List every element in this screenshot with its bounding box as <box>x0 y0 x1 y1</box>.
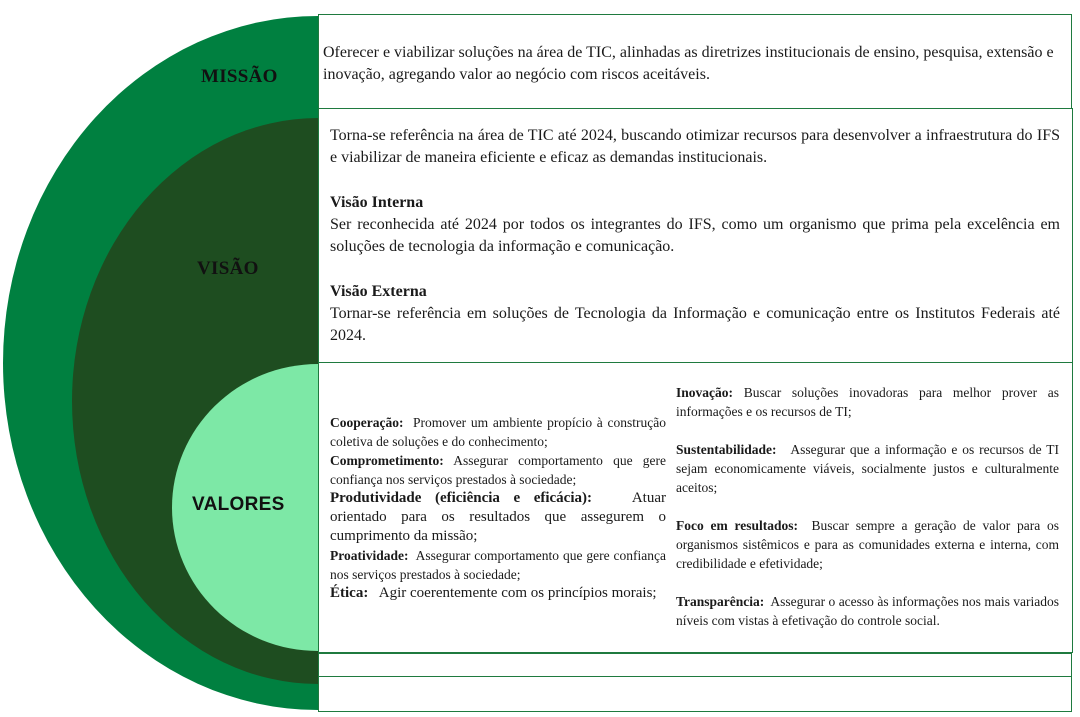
valor-text: Promover um ambiente propício à construção coletiva de soluções e do conhecimento; <box>330 415 666 449</box>
valor-name: Comprometimento: <box>330 453 444 468</box>
valor-name: Produtividade (eficiência e eficácia): <box>330 490 592 506</box>
missao-text: Oferecer e viabilizar soluções na área de TIC, alinhadas as diretrizes institucionais de ensino, pesquisa, extensão e inovação, agregando valor ao negócio com riscos aceitáveis. <box>323 44 1054 83</box>
valor-text: Assegurar que a informação e os recursos de TI sejam economicamente viáveis, socialmente justos e culturalmente aceitos; <box>676 442 1059 495</box>
valor-name: Foco em resultados: <box>676 518 799 533</box>
valor-name: Transparência: <box>676 594 765 609</box>
valor-text: Assegurar comportamento que gere confiança nos serviços prestados à sociedade; <box>330 453 666 487</box>
valor-item <box>676 440 1059 497</box>
valor-text: Buscar sempre a geração de valor para os organismos sistêmicos e para as comunidades externa e interna, com credibilidade e efetividade; <box>676 518 1060 571</box>
visao-main-text: Torna-se referência na área de TIC até 2024, buscando otimizar recursos para desenvolver a infraestrutura do IFS e viabilizar de maneira eficiente e eficaz as demandas institucionais. <box>330 127 1060 166</box>
empty-box-1 <box>318 653 1072 677</box>
valor-text: Assegurar comportamento que gere confiança nos serviços prestados à sociedade; <box>330 548 666 582</box>
valor-item <box>676 383 1059 421</box>
valores-right-column <box>676 383 1059 649</box>
valor-item <box>330 584 666 603</box>
valor-item <box>330 451 666 489</box>
valor-text: Buscar soluções inovadoras para melhor prover as informações e os recursos de TI; <box>676 385 1060 419</box>
visao-externa-text: Tornar-se referência em soluções de Tecnologia da Informação e comunicação entre os Institutos Federais até 2024. <box>330 305 1060 344</box>
visao-label: VISÃO <box>197 258 259 279</box>
valor-text: Assegurar o acesso às informações nos mais variados níveis com vistas à efetivação do controle social. <box>676 594 1059 628</box>
valor-text: Agir coerentemente com os princípios morais; <box>378 585 657 601</box>
valor-item <box>330 489 666 546</box>
visao-interna-title: Visão Interna <box>330 194 424 211</box>
visao-interna-text: Ser reconhecida até 2024 por todos os integrantes do IFS, como um organismo que prima pela excelência em soluções de tecnologia da informação e comunicação. <box>330 216 1060 255</box>
valores-left-column <box>330 413 666 603</box>
valores-label: VALORES <box>192 494 285 515</box>
valor-text: Atuar orientado para os resultados que assegurem o cumprimento da missão; <box>330 490 666 544</box>
valor-item <box>330 413 666 451</box>
empty-box-2 <box>318 677 1072 712</box>
valor-name: Ética: <box>330 585 369 601</box>
valor-name: Sustentabilidade: <box>676 442 777 457</box>
valor-name: Inovação: <box>676 385 733 400</box>
visao-externa-title: Visão Externa <box>330 283 427 300</box>
valor-name: Cooperação: <box>330 415 404 430</box>
valor-item <box>330 546 666 584</box>
valor-name: Proatividade: <box>330 548 409 563</box>
missao-label: MISSÃO <box>201 66 278 87</box>
valor-item <box>676 516 1059 573</box>
valor-item <box>676 592 1059 630</box>
